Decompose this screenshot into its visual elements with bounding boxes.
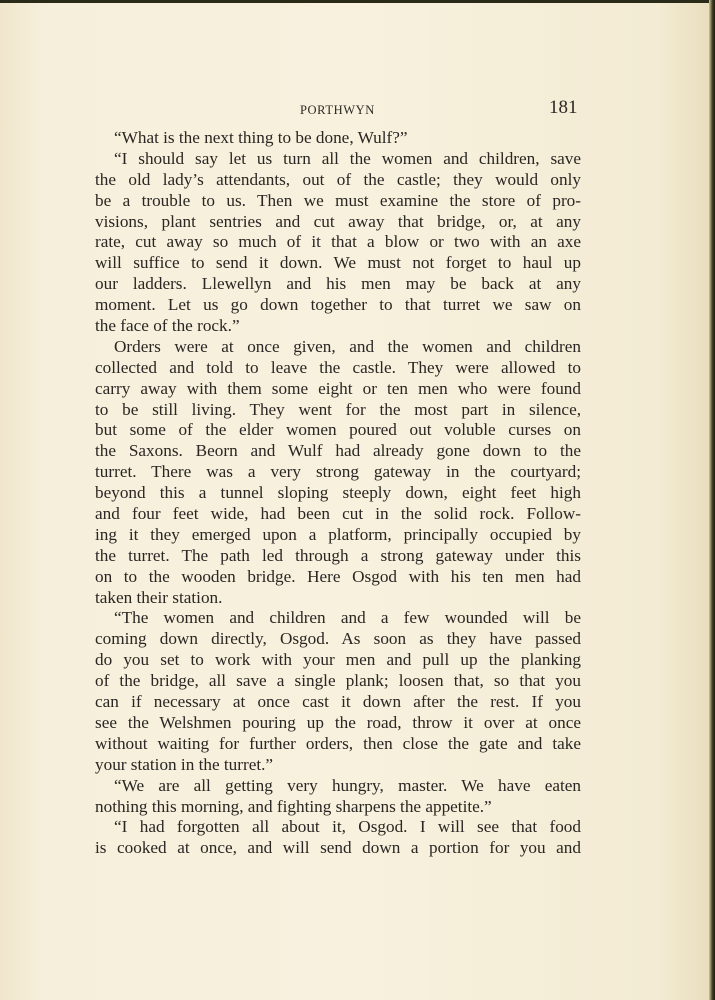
- text-line: collected and told to leave the castle. They were allowed to: [95, 357, 581, 377]
- text-line: Orders were at once given, and the women and children: [114, 336, 581, 356]
- text-line: “The women and children and a few wounded will be: [114, 608, 581, 628]
- page-top-edge: [0, 0, 715, 3]
- text-line: “I had forgotten all about it, Osgod. I will see that food: [114, 817, 581, 837]
- text-line: “We are all getting very hungry, master. We have eaten: [114, 775, 581, 795]
- body-text: [95, 128, 581, 859]
- text-line: coming down directly, Osgod. As soon as they have passed: [95, 629, 581, 649]
- text-line: the turret. The path led through a strong gateway under this: [95, 545, 581, 565]
- running-head: PORTHWYN: [300, 103, 375, 117]
- text-line: to be still living. They went for the most part in silence,: [95, 399, 581, 419]
- text-line: the Saxons. Beorn and Wulf had already gone down to the: [95, 441, 581, 461]
- text-line: is cooked at once, and will send down a portion for you and: [95, 838, 581, 858]
- page-number: 181: [549, 97, 578, 118]
- text-line: “I should say let us turn all the women and children, save: [114, 148, 581, 168]
- text-line: visions, plant sentries and cut away that bridge, or, at any: [95, 211, 581, 231]
- text-line: and four feet wide, had been cut in the solid rock. Follow-: [95, 504, 581, 524]
- text-line: moment. Let us go down together to that turret we saw on: [95, 295, 581, 315]
- text-line: rate, cut away so much of it that a blow or two with an axe: [95, 232, 581, 252]
- text-line: of the bridge, all save a single plank; loosen that, so that you: [95, 671, 581, 691]
- text-line: turret. There was a very strong gateway in the courtyard;: [95, 462, 581, 482]
- text-line: taken their station.: [95, 587, 223, 607]
- text-line: can if necessary at once cast it down after the rest. If you: [95, 692, 581, 712]
- page-right-edge: [709, 0, 715, 1000]
- text-line: the face of the rock.”: [95, 316, 240, 336]
- text-line: on to the wooden bridge. Here Osgod with his ten men had: [95, 566, 581, 586]
- text-line: “What is the next thing to be done, Wulf?”: [114, 128, 408, 147]
- text-line: beyond this a tunnel sloping steeply down, eight feet high: [95, 483, 581, 503]
- text-line: your station in the turret.”: [95, 754, 274, 774]
- text-line: carry away with them some eight or ten men who were found: [95, 378, 581, 398]
- text-line: do you set to work with your men and pull up the planking: [95, 650, 581, 670]
- text-line: ing it they emerged upon a platform, principally occupied by: [95, 524, 581, 544]
- text-line: our ladders. Llewellyn and his men may be back at any: [95, 274, 581, 294]
- text-line: but some of the elder women poured out voluble curses on: [95, 420, 581, 440]
- text-line: nothing this morning, and fighting sharpens the appetite.”: [95, 796, 492, 816]
- text-line: the old lady’s attendants, out of the castle; they would only: [95, 169, 581, 189]
- text-line: will suffice to send it down. We must not forget to haul up: [95, 253, 581, 273]
- text-line: see the Welshmen pouring up the road, throw it over at once: [95, 712, 581, 732]
- text-line: without waiting for further orders, then close the gate and take: [95, 733, 581, 753]
- text-line: be a trouble to us. Then we must examine the store of pro-: [95, 190, 581, 210]
